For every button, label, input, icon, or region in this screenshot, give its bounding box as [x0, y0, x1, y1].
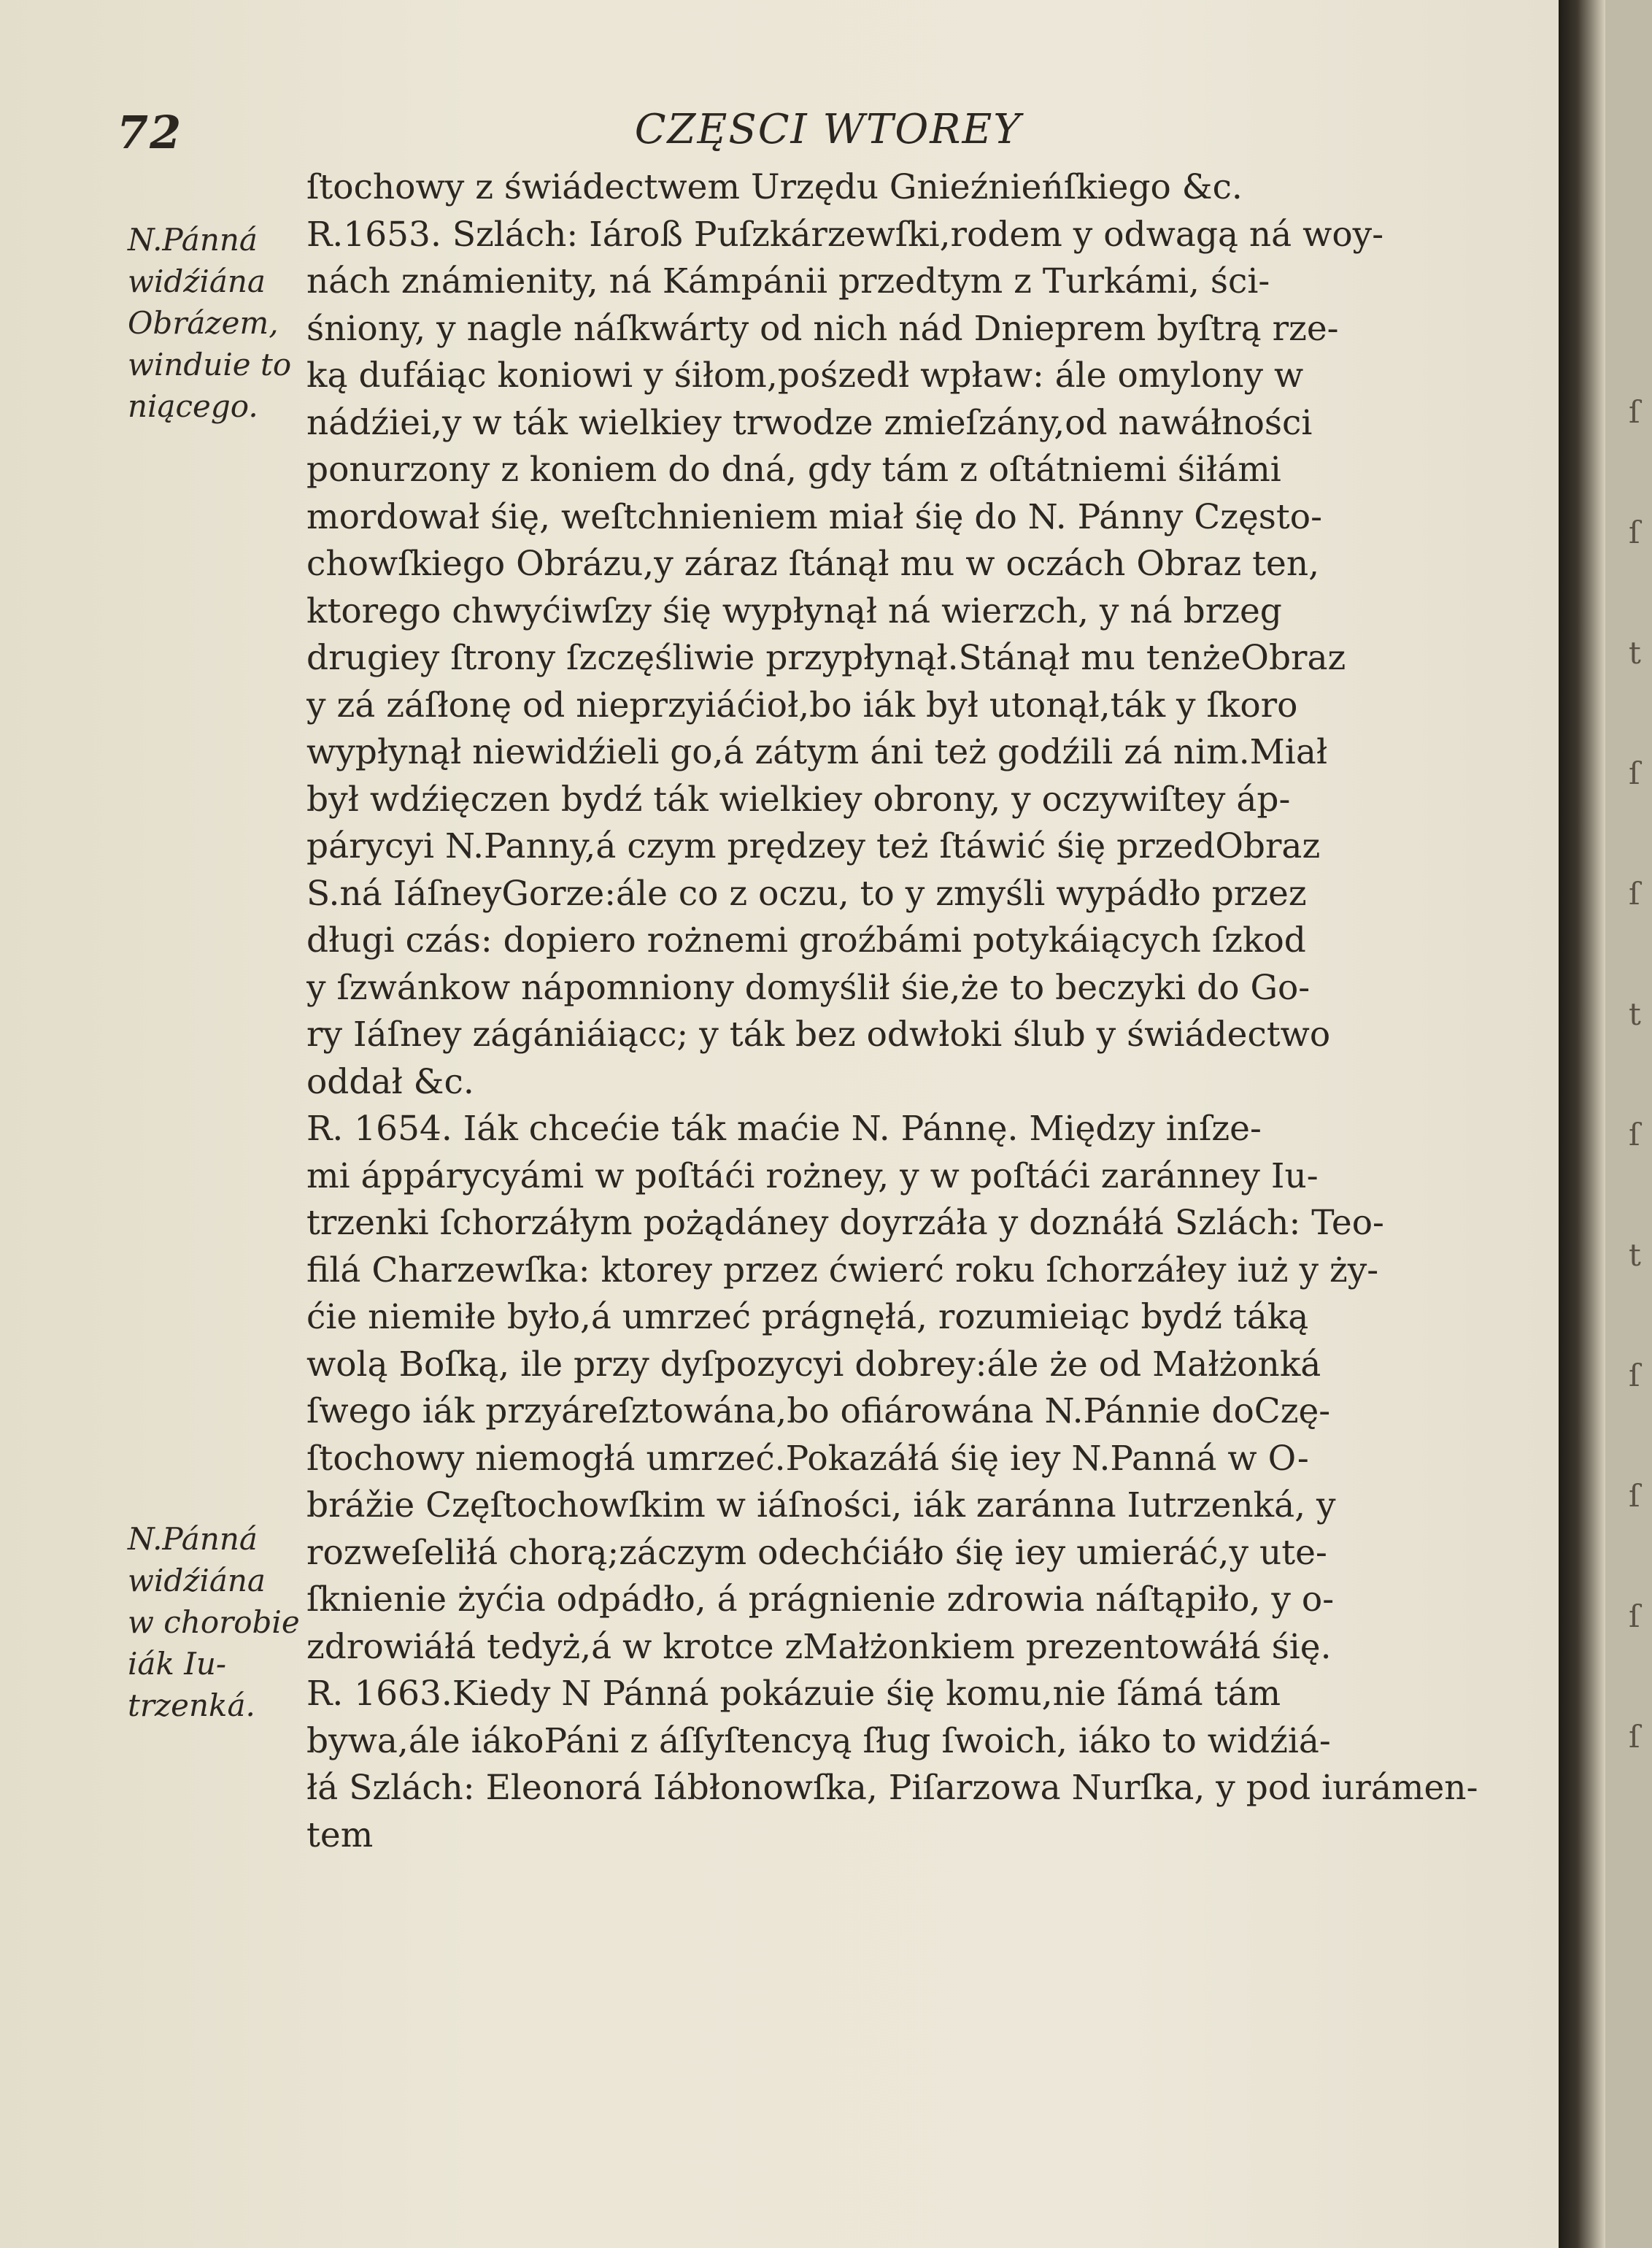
- bleed-char: ſ: [1629, 1117, 1640, 1152]
- bleed-char: t: [1629, 1237, 1641, 1273]
- bleed-char: ſ: [1629, 1358, 1640, 1393]
- text-line: drugiey ſtrony ſzczęśliwie przypłynął.Stánął mu tenżeObraz: [306, 638, 1346, 678]
- running-head: CZĘSCI WTOREY: [634, 106, 1022, 153]
- margin-note-line: winduie to: [128, 347, 292, 382]
- page-header: [117, 106, 1540, 164]
- text-line: śniony, y nagle náſkwárty od nich nád Dnieprem byſtrą rze-: [306, 308, 1339, 349]
- text-line: ſtochowy niemogłá umrzeć.Pokazáłá śię iey N.Panná w O-: [306, 1438, 1309, 1479]
- margin-note-2: [128, 1518, 317, 1726]
- text-line: oddał &c.: [306, 1061, 474, 1102]
- text-line: R.1653. Szlách: Iároß Puſzkárzewſki,rodem y odwagą ná woy-: [306, 214, 1384, 255]
- text-line: mi áppárycyámi w poſtáći rożney, y w poſtáći zaránney Iu-: [306, 1155, 1319, 1196]
- margin-note-line: iák Iu-: [128, 1646, 227, 1682]
- text-line: mordował śię, weſtchnieniem miał śię do N. Pánny Często-: [306, 496, 1322, 537]
- bleed-char: ſ: [1629, 515, 1640, 550]
- text-line: wypłynął niewidźieli go,á zátym áni też godźili zá nim.Miał: [306, 732, 1328, 772]
- margin-note-line: widźiána: [128, 1563, 266, 1598]
- margin-note-1: [128, 219, 317, 427]
- text-line: ſknienie żyćia odpádło, á prágnienie zdrowia náſtąpiło, y o-: [306, 1579, 1335, 1620]
- text-line: párycyi N.Panny,á czym prędzey też ſtáwić śię przedObraz: [306, 826, 1321, 866]
- body-text: [306, 164, 1547, 1859]
- text-line: filá Charzewſka: ktorey przez ćwierć roku ſchorzáłey iuż y ży-: [306, 1250, 1379, 1290]
- text-line: bywa,ále iákoPáni z áſſyſtencyą ſług ſwoich, iáko to widźiá-: [306, 1720, 1331, 1761]
- text-line: y zá záſłonę od nieprzyiáćioł,bo iák był utonął,ták y ſkoro: [306, 685, 1298, 725]
- text-line: wolą Boſką, ile przy dyſpozycyi dobrey:ále że od Małżonká: [306, 1344, 1321, 1385]
- text-line: brážie Częſtochowſkim w iáſności, iák zaránna Iutrzenká, y: [306, 1485, 1336, 1525]
- margin-note-line: N.Pánná: [128, 1521, 258, 1557]
- text-line: nádźiei,y w ták wielkiey trwodze zmieſzány,od nawáłności: [306, 402, 1313, 443]
- text-line: trzenki ſchorzáłym pożądáney doyrzáła y doznáłá Szlách: Teo-: [306, 1203, 1384, 1243]
- page-gutter-shadow: [1559, 0, 1605, 2248]
- text-line: ką dufáiąc koniowi y śiłom,pośzedł wpław: ále omylony w: [306, 355, 1304, 396]
- text-line: ry Iáſney zágániáiącc; y ták bez odwłoki ślub y świádectwo: [306, 1015, 1331, 1055]
- text-line: zdrowiáłá tedyż,á w krotce zMałżonkiem prezentowáłá śię.: [306, 1626, 1332, 1667]
- text-line: rozweſeliłá chorą;záczym odechćiáło śię iey umieráć,y ute-: [306, 1532, 1327, 1573]
- text-line: ponurzony z koniem do dná, gdy tám z oſtátniemi śiłámi: [306, 450, 1281, 490]
- bleed-char: ſ: [1629, 394, 1640, 430]
- bleed-char: ſ: [1629, 1478, 1640, 1514]
- text-line: ćie niemiłe było,á umrzeć prágnęłá, rozumieiąc bydź táką: [306, 1297, 1309, 1337]
- text-line: ktorego chwyćiwſzy śię wypłynął ná wierzch, y ná brzeg: [306, 590, 1282, 631]
- bleed-char: ſ: [1629, 876, 1640, 912]
- bleed-char: ſ: [1629, 1598, 1640, 1634]
- text-line: tem: [306, 1814, 374, 1855]
- text-line: R. 1663.Kiedy N Pánná pokázuie śię komu,nie ſámá tám: [306, 1674, 1281, 1714]
- bleed-char: t: [1629, 635, 1641, 671]
- text-line: R. 1654. Iák chcećie ták maćie N. Pánnę. Między inſze-: [306, 1109, 1262, 1149]
- text-line: S.ná IáſneyGorze:ále co z oczu, to y zmyśli wypádło przez: [306, 873, 1307, 914]
- text-line: długi czás: dopiero rożnemi groźbámi potykáiących ſzkod: [306, 920, 1306, 961]
- bleed-char: ſ: [1629, 755, 1640, 791]
- text-line: chowſkiego Obrázu,y záraz ſtánął mu w oczách Obraz ten,: [306, 544, 1320, 584]
- bleed-char: t: [1629, 996, 1641, 1032]
- text-line: ſtochowy z świádectwem Urzędu Gnieźnieńſkiego &c.: [306, 167, 1243, 207]
- text-line: łá Szlách: Eleonorá Iábłonowſka, Piſarzowa Nurſka, y pod iurámen-: [306, 1768, 1478, 1808]
- margin-note-line: N.Pánná: [128, 222, 258, 258]
- margin-note-line: Obrázem,: [128, 305, 279, 341]
- text-line: był wdźięczen bydź ták wielkiey obrony, y oczywiſtey áp-: [306, 779, 1291, 820]
- text-line: nách známienity, ná Kámpánii przedtym z Turkámi, ści-: [306, 261, 1270, 301]
- text-line: ſwego iák przyáreſztowána,bo ofiárowána N.Pánnie doCzę-: [306, 1391, 1331, 1431]
- text-line: y ſzwánkow nápomniony domyślił śie,że to beczyki do Go-: [306, 967, 1311, 1008]
- margin-note-line: w chorobie: [128, 1604, 300, 1640]
- page-number: 72: [117, 106, 183, 159]
- facing-page-edge: [1629, 0, 1652, 2248]
- bleed-char: ſ: [1629, 1719, 1640, 1755]
- margin-note-line: widźiána: [128, 263, 266, 299]
- margin-note-line: trzenká.: [128, 1687, 255, 1723]
- margin-note-line: niącego.: [128, 388, 258, 424]
